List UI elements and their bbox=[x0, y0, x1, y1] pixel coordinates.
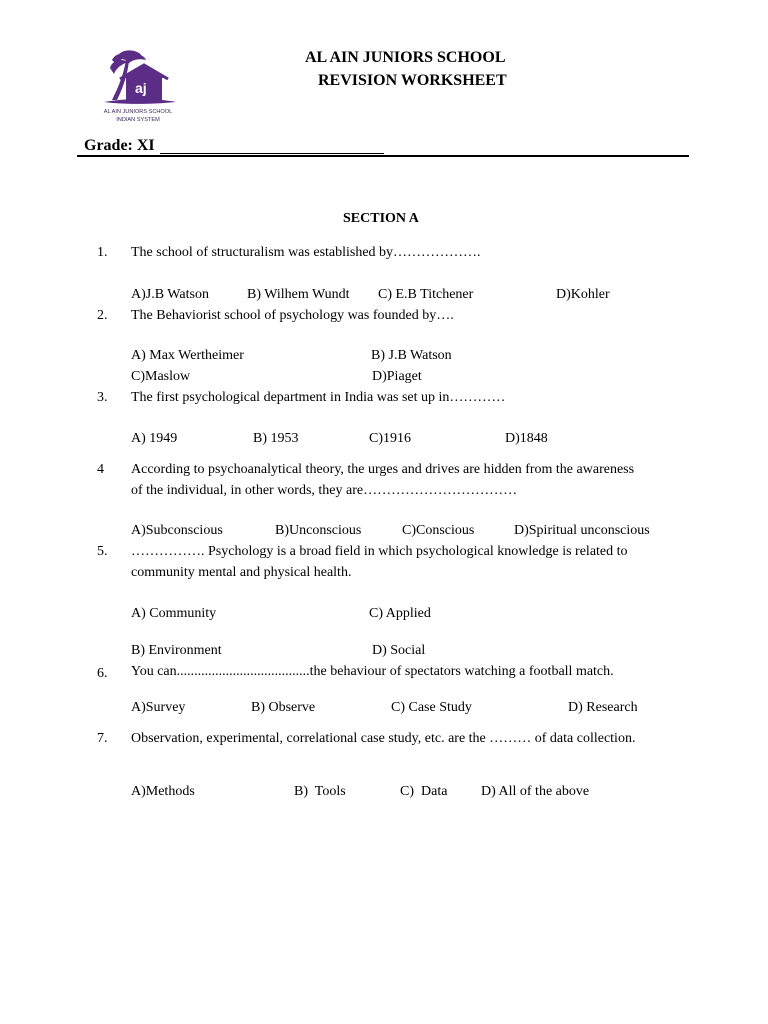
question-number: 7. bbox=[97, 731, 108, 746]
option-a: A)J.B Watson bbox=[131, 287, 209, 302]
option-d: D) All of the above bbox=[481, 784, 590, 799]
option-c: C) Data bbox=[400, 784, 448, 799]
option-d: D) Research bbox=[568, 700, 638, 715]
logo-caption-line2: INDIAN SYSTEM bbox=[116, 117, 160, 123]
option-b: B) 1953 bbox=[253, 431, 299, 446]
option-d: D)1848 bbox=[505, 431, 548, 446]
question-text-line2: community mental and physical health. bbox=[131, 565, 352, 580]
option-d: D)Kohler bbox=[556, 287, 610, 302]
option-c: C) Case Study bbox=[391, 700, 472, 715]
option-d: D)Spiritual unconscious bbox=[514, 523, 650, 538]
option-b: B)Unconscious bbox=[275, 523, 362, 538]
logo-caption-line1: AL AIN JUNIORS SCHOOL bbox=[103, 109, 173, 115]
option-a: A)Subconscious bbox=[131, 523, 223, 538]
question-text: You can......................................the behaviour of spectators watching a football match. bbox=[131, 664, 614, 679]
question-text-line1: According to psychoanalytical theory, the urges and drives are hidden from the awareness bbox=[131, 462, 635, 477]
grade-underline bbox=[77, 155, 689, 157]
option-c: C)1916 bbox=[369, 431, 411, 446]
school-logo bbox=[86, 48, 196, 128]
question-number: 6. bbox=[97, 666, 108, 681]
question-text: Observation, experimental, correlational case study, etc. are the ……… of data collection. bbox=[131, 731, 636, 746]
option-c: C)Conscious bbox=[402, 523, 475, 538]
option-b: B) Environment bbox=[131, 643, 222, 658]
option-c: C) Applied bbox=[369, 606, 431, 621]
option-b: B) J.B Watson bbox=[371, 348, 452, 363]
school-name: AL AIN JUNIORS SCHOOL bbox=[305, 49, 506, 66]
question-text: The first psychological department in India was set up in………… bbox=[131, 390, 506, 405]
option-a: A) Max Wertheimer bbox=[131, 348, 244, 363]
option-b: B) Tools bbox=[294, 784, 346, 799]
option-a: A) Community bbox=[131, 606, 217, 621]
option-a: A) 1949 bbox=[131, 431, 178, 446]
question-number: 1. bbox=[97, 245, 108, 260]
question-number: 5. bbox=[97, 544, 108, 559]
option-c: C) E.B Titchener bbox=[378, 287, 474, 302]
option-d: D) Social bbox=[372, 643, 426, 658]
option-a: A)Methods bbox=[131, 784, 195, 799]
grade-underline-thin bbox=[160, 153, 384, 154]
grade-label: Grade: XI bbox=[84, 137, 155, 154]
option-b: B) Observe bbox=[251, 700, 316, 715]
question-number: 4 bbox=[97, 462, 104, 477]
option-d: D)Piaget bbox=[372, 369, 422, 384]
palm-house-logo-icon bbox=[86, 48, 196, 110]
question-number: 3. bbox=[97, 390, 108, 405]
question-text-line1: ……………. Psychology is a broad field in which psychological knowledge is related to bbox=[131, 544, 628, 559]
option-a: A)Survey bbox=[131, 700, 186, 715]
question-text-line2: of the individual, in other words, they are…………………………… bbox=[131, 483, 518, 498]
option-c: C)Maslow bbox=[131, 369, 191, 384]
question-text: The Behaviorist school of psychology was founded by…. bbox=[131, 308, 454, 323]
section-title: SECTION A bbox=[343, 211, 419, 226]
logo-monogram: aj bbox=[135, 80, 147, 96]
question-text: The school of structuralism was established by………………. bbox=[131, 245, 481, 260]
option-b: B) Wilhem Wundt bbox=[247, 287, 350, 302]
question-number: 2. bbox=[97, 308, 108, 323]
worksheet-title: REVISION WORKSHEET bbox=[318, 72, 507, 89]
